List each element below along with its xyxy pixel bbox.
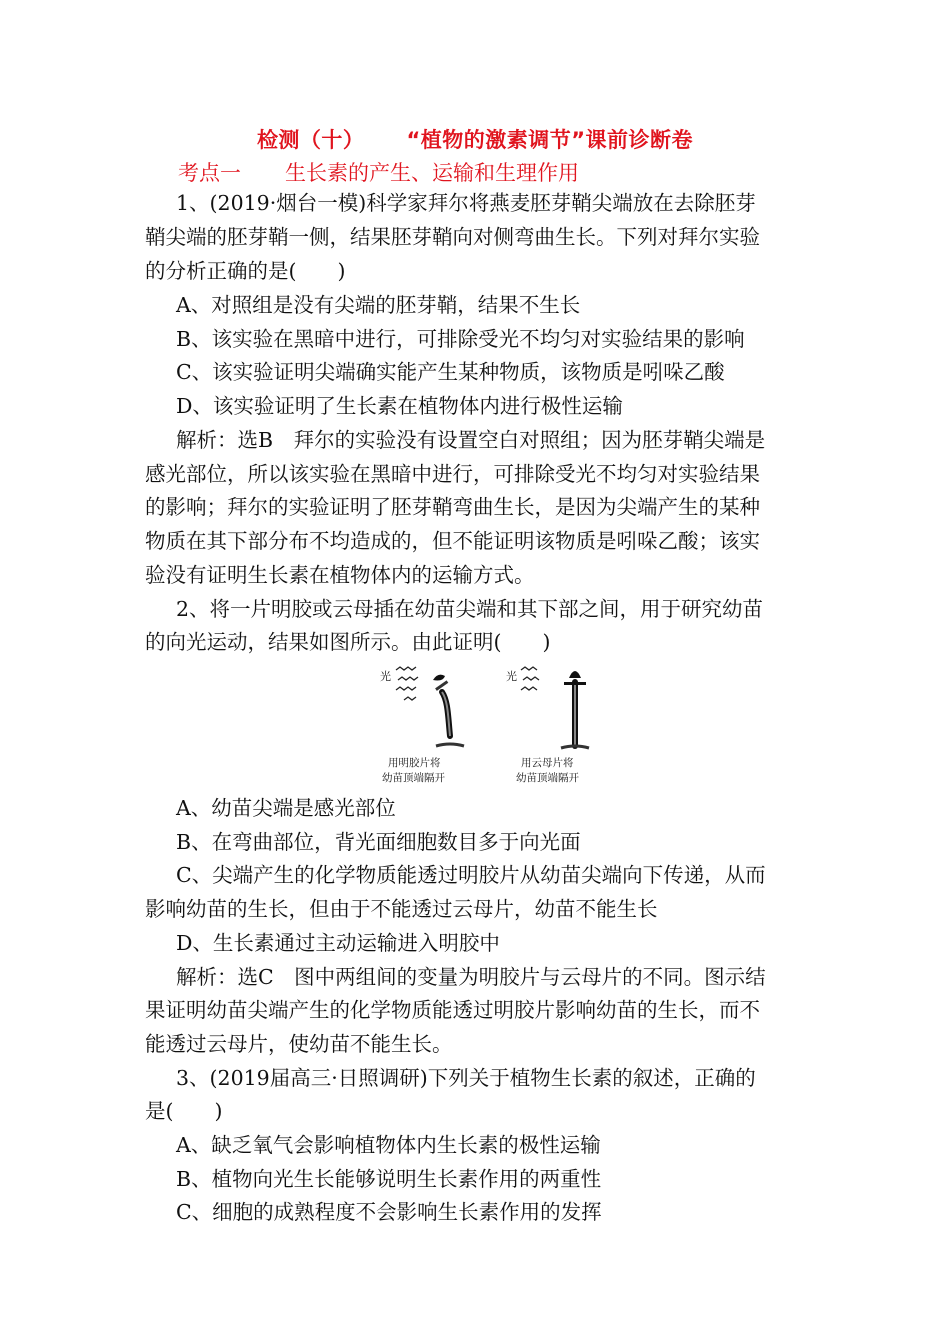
q3-stem-line: 是( ): [145, 1099, 223, 1123]
q2-option-a: A、幼苗尖端是感光部位: [176, 796, 396, 820]
caption-left-line1: 用明胶片将: [388, 757, 441, 769]
q1-option-b: B、该实验在黑暗中进行，可排除受光不均匀对实验结果的影响: [176, 327, 745, 351]
q2-stem-line: 2、将一片明胶或云母插在幼苗尖端和其下部之间，用于研究幼苗: [176, 597, 764, 621]
section-heading: [178, 157, 579, 187]
light-label-right: 光: [506, 670, 517, 683]
q2-option-c-continued: 影响幼苗的生长，但由于不能透过云母片，幼苗不能生长: [145, 897, 658, 921]
q2-option-b: B、在弯曲部位，背光面细胞数目多于向光面: [176, 830, 581, 854]
title-left: 检测（十）: [256, 128, 365, 152]
q1-option-a: A、对照组是没有尖端的胚芽鞘，结果不生长: [176, 293, 581, 317]
light-rays-right-icon: [521, 667, 539, 690]
q2-analysis-line: 能透过云母片，使幼苗不能生长。: [145, 1032, 453, 1056]
q1-analysis-line: 物质在其下部分布不均造成的，但不能证明该物质是吲哚乙酸；该实: [145, 529, 760, 553]
q1-option-c: C、该实验证明尖端确实能产生某种物质，该物质是吲哚乙酸: [176, 360, 725, 384]
light-rays-left-icon: [396, 667, 418, 700]
q1-analysis-line: 验没有证明生长素在植物体内的运输方式。: [145, 563, 535, 587]
caption-right-line1: 用云母片将: [521, 757, 574, 769]
q3-stem-line: 3、(2019届高三·日照调研)下列关于植物生长素的叙述，正确的: [176, 1066, 756, 1090]
section-label: 考点一: [178, 161, 241, 185]
q1-analysis-line: 解析：选B 拜尔的实验没有设置空白对照组；因为胚芽鞘尖端是: [176, 428, 766, 452]
q3-option-a: A、缺乏氧气会影响植物体内生长素的极性运输: [176, 1133, 601, 1157]
light-label-left: 光: [380, 670, 391, 683]
seedling-experiment-figure: [378, 656, 608, 788]
q2-analysis-line: 解析：选C 图中两组间的变量为明胶片与云母片的不同。图示结: [176, 965, 766, 989]
seedling-straight-icon: [561, 671, 589, 748]
q1-stem-line: 鞘尖端的胚芽鞘一侧，结果胚芽鞘向对侧弯曲生长。下列对拜尔实验: [145, 225, 760, 249]
q1-stem-line: 1、(2019·烟台一模)科学家拜尔将燕麦胚芽鞘尖端放在去除胚芽: [176, 191, 756, 215]
q3-option-b: B、植物向光生长能够说明生长素作用的两重性: [176, 1167, 602, 1191]
caption-left-line2: 幼苗顶端隔开: [382, 772, 445, 784]
q2-option-c: C、尖端产生的化学物质能透过明胶片从幼苗尖端向下传递，从而: [176, 863, 766, 887]
q1-option-d: D、该实验证明了生长素在植物体内进行极性运输: [176, 394, 623, 418]
q3-option-c: C、细胞的成熟程度不会影响生长素作用的发挥: [176, 1200, 602, 1224]
q2-analysis-line: 果证明幼苗尖端产生的化学物质能透过明胶片影响幼苗的生长，而不: [145, 998, 760, 1022]
q1-stem-line: 的分析正确的是( ): [145, 259, 346, 283]
q2-option-d: D、生长素通过主动运输进入明胶中: [176, 931, 500, 955]
q1-analysis-line: 的影响；拜尔的实验证明了胚芽鞘弯曲生长，是因为尖端产生的某种: [145, 495, 760, 519]
section-title: 生长素的产生、运输和生理作用: [285, 161, 579, 185]
seedling-bent-icon: [433, 675, 464, 746]
caption-right-line2: 幼苗顶端隔开: [516, 772, 579, 784]
title-right: “植物的激素调节”课前诊断卷: [406, 128, 694, 152]
q2-stem-line: 的向光运动，结果如图所示。由此证明( ): [145, 630, 551, 654]
page-title: [0, 124, 950, 154]
q1-analysis-line: 感光部位，所以该实验在黑暗中进行，可排除受光不均匀对实验结果: [145, 462, 760, 486]
